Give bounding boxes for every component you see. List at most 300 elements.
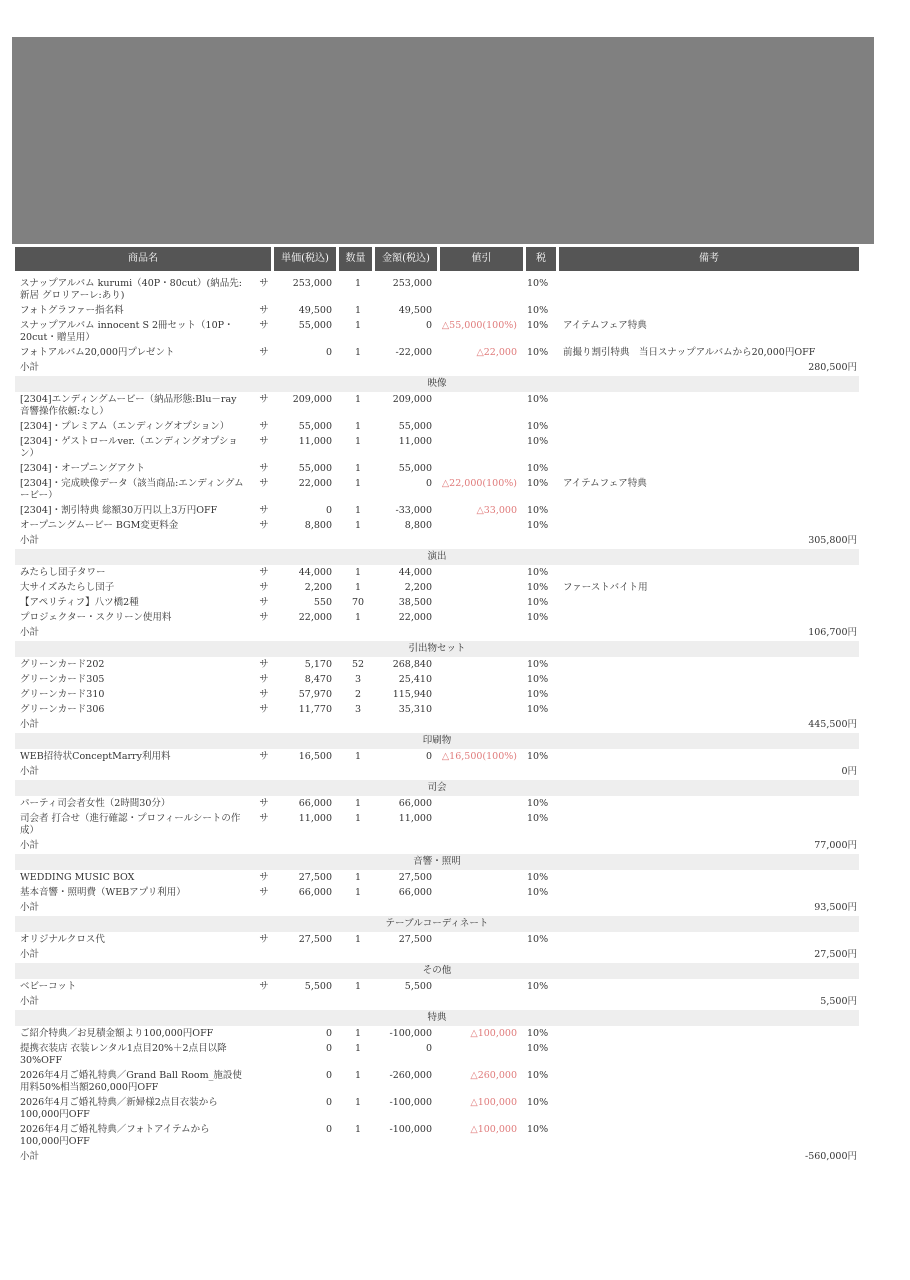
subtotal-row [15, 625, 859, 641]
tax-rate: 10% [527, 421, 549, 432]
remarks [563, 612, 859, 624]
remarks [563, 751, 859, 763]
section-heading: その他 [15, 963, 859, 979]
tax-rate: 10% [527, 612, 549, 623]
discount: △100,000 [470, 1028, 517, 1039]
item-name: [2304]・オープニングアクト [20, 463, 146, 474]
quantity: 1 [354, 582, 362, 593]
item-name: オリジナルクロス代 [20, 934, 105, 945]
table-row [15, 885, 859, 900]
remarks [563, 436, 859, 460]
subtotal-value: 280,500円 [808, 362, 857, 373]
amount: 268,840 [392, 659, 432, 670]
table-row [15, 687, 859, 702]
service-mark [251, 1124, 281, 1148]
item-name: 2026年4月ご婚礼特典／フォトアイテムから100,000円OFF [20, 1124, 210, 1147]
quantity: 52 [351, 659, 365, 670]
header-quantity: 数量 [339, 247, 372, 271]
subtotal-row [15, 717, 859, 733]
subtotal-label: 小計 [20, 840, 40, 851]
subtotal-value: 305,800円 [808, 535, 857, 546]
amount: 44,000 [398, 567, 432, 578]
discount [438, 704, 523, 716]
table-row [15, 392, 859, 419]
section-heading: 映像 [15, 376, 859, 392]
amount: 0 [425, 1043, 432, 1054]
header-discount: 値引 [440, 247, 523, 271]
item-name: オープニングムービー BGM変更料金 [20, 520, 179, 531]
section-heading: 演出 [15, 549, 859, 565]
quantity: 1 [354, 1097, 362, 1108]
amount: 253,000 [392, 278, 432, 289]
tax-rate: 10% [527, 1043, 549, 1054]
tax-rate: 10% [527, 394, 549, 405]
remarks [563, 689, 859, 701]
amount: 27,500 [398, 872, 432, 883]
discount: △260,000 [470, 1070, 517, 1081]
header-amount: 金額(税込) [375, 247, 437, 271]
discount [438, 872, 523, 884]
discount [438, 394, 523, 418]
service-mark [251, 1043, 281, 1067]
subtotal-row [15, 764, 859, 780]
unit-price: 550 [313, 597, 332, 608]
item-name: [2304]・割引特典 総額30万円以上3万円OFF [20, 505, 218, 516]
table-row [15, 461, 859, 476]
item-name: スナップアルバム innocent S 2冊セット（10P・20cut・贈呈用） [20, 320, 234, 343]
unit-price: 5,170 [304, 659, 332, 670]
unit-price: 8,470 [304, 674, 332, 685]
amount: -260,000 [389, 1070, 432, 1081]
item-name: グリーンカード305 [20, 674, 105, 685]
service-mark: サ [259, 934, 269, 945]
amount: 22,000 [398, 612, 432, 623]
table-row [15, 476, 859, 503]
service-mark: サ [259, 887, 269, 898]
subtotal-label: 小計 [20, 949, 40, 960]
service-mark [251, 1097, 281, 1121]
remarks [563, 981, 859, 993]
table-row [15, 1095, 859, 1122]
remarks [563, 1028, 859, 1040]
subtotal-row [15, 838, 859, 854]
item-name: [2304]・完成映像データ（該当商品:エンディングムービー） [20, 478, 244, 501]
discount [438, 463, 523, 475]
remarks: 前撮り割引特典 当日スナップアルバムから20,000円OFF [563, 347, 816, 358]
table-row [15, 518, 859, 533]
service-mark: サ [259, 520, 269, 531]
table-row [15, 303, 859, 318]
unit-price: 27,500 [298, 872, 332, 883]
quantity: 1 [354, 1043, 362, 1054]
remarks [563, 872, 859, 884]
subtotal-value: 93,500円 [814, 902, 857, 913]
unit-price: 49,500 [298, 305, 332, 316]
service-mark: サ [259, 278, 269, 289]
item-name: [2304]エンディングムービー（納品形態:Blu－ray 音響操作依頼:なし） [20, 394, 237, 417]
quantity: 1 [354, 305, 362, 316]
discount [438, 278, 523, 302]
subtotal-label: 小計 [20, 766, 40, 777]
discount [438, 689, 523, 701]
unit-price: 5,500 [304, 981, 332, 992]
remarks [563, 567, 859, 579]
item-name: グリーンカード306 [20, 704, 105, 715]
table-row [15, 811, 859, 838]
discount [438, 567, 523, 579]
item-name: 大サイズみたらし団子 [20, 582, 115, 593]
service-mark: サ [259, 421, 269, 432]
item-name: みたらし団子タワー [20, 567, 106, 578]
table-body [15, 276, 859, 1165]
remarks: ファーストバイト用 [563, 582, 648, 593]
service-mark: サ [259, 597, 269, 608]
subtotal-value: -560,000円 [805, 1151, 857, 1162]
discount: △22,000(100%) [441, 478, 517, 489]
remarks [563, 704, 859, 716]
unit-price: 11,770 [298, 704, 332, 715]
subtotal-row [15, 947, 859, 963]
service-mark: サ [259, 751, 269, 762]
service-mark: サ [259, 612, 269, 623]
service-mark: サ [259, 478, 269, 489]
subtotal-value: 0円 [841, 766, 857, 777]
quantity: 1 [354, 394, 362, 405]
unit-price: 22,000 [298, 612, 332, 623]
table-header [15, 247, 859, 271]
unit-price: 0 [325, 1043, 332, 1054]
tax-rate: 10% [527, 567, 549, 578]
quantity: 1 [354, 347, 362, 358]
amount: 8,800 [404, 520, 432, 531]
item-name: ご紹介特典／お見積金額より100,000円OFF [20, 1028, 214, 1039]
estimate-table [15, 247, 859, 1165]
unit-price: 0 [325, 1070, 332, 1081]
item-name: パーティ司会者女性（2時間30分） [20, 798, 171, 809]
unit-price: 66,000 [298, 887, 332, 898]
remarks [563, 674, 859, 686]
item-name: スナップアルバム kurumi（40P・80cut）(納品先:新居 グロリアーレ:あり) [20, 278, 242, 301]
unit-price: 253,000 [292, 278, 332, 289]
tax-rate: 10% [527, 320, 549, 331]
tax-rate: 10% [527, 798, 549, 809]
remarks [563, 934, 859, 946]
unit-price: 55,000 [298, 320, 332, 331]
discount [438, 659, 523, 671]
service-mark: サ [259, 567, 269, 578]
tax-rate: 10% [527, 478, 549, 489]
service-mark [251, 1028, 281, 1040]
tax-rate: 10% [527, 689, 549, 700]
service-mark: サ [259, 463, 269, 474]
quantity: 1 [354, 567, 362, 578]
tax-rate: 10% [527, 463, 549, 474]
quantity: 1 [354, 278, 362, 289]
amount: 0 [425, 320, 432, 331]
discount: △100,000 [470, 1097, 517, 1108]
subtotal-label: 小計 [20, 1151, 40, 1162]
subtotal-row [15, 900, 859, 916]
table-row [15, 979, 859, 994]
unit-price: 0 [325, 1124, 332, 1135]
remarks [563, 520, 859, 532]
tax-rate: 10% [527, 1097, 549, 1108]
header-tax: 税 [526, 247, 556, 271]
remarks [563, 1043, 859, 1067]
quantity: 1 [354, 1028, 362, 1039]
discount [438, 1043, 523, 1067]
amount: -100,000 [389, 1097, 432, 1108]
remarks [563, 305, 859, 317]
item-name: フォトグラファー指名料 [20, 305, 124, 316]
discount: △22,000 [476, 347, 517, 358]
unit-price: 0 [325, 1028, 332, 1039]
table-row [15, 1026, 859, 1041]
item-name: ベビーコット [20, 981, 77, 992]
table-row [15, 434, 859, 461]
unit-price: 22,000 [298, 478, 332, 489]
item-name: 2026年4月ご婚礼特典／新婦様2点目衣装から100,000円OFF [20, 1097, 218, 1120]
unit-price: 55,000 [298, 421, 332, 432]
service-mark: サ [259, 320, 269, 331]
subtotal-value: 5,500円 [820, 996, 857, 1007]
quantity: 1 [354, 421, 362, 432]
discount [438, 887, 523, 899]
table-row [15, 870, 859, 885]
item-name: 基本音響・照明費（WEBアプリ利用） [20, 887, 186, 898]
discount: △55,000(100%) [441, 320, 517, 331]
remarks [563, 1070, 859, 1094]
discount [438, 813, 523, 837]
unit-price: 8,800 [304, 520, 332, 531]
amount: 55,000 [398, 463, 432, 474]
discount [438, 582, 523, 594]
subtotal-row [15, 360, 859, 376]
remarks [563, 798, 859, 810]
service-mark: サ [259, 704, 269, 715]
item-name: 提携衣装店 衣装レンタル1点目20%＋2点目以降30%OFF [20, 1043, 227, 1066]
amount: 209,000 [392, 394, 432, 405]
item-name: 2026年4月ご婚礼特典／Grand Ball Room_施設使用料50%相当額260,000円OFF [20, 1070, 242, 1093]
remarks [563, 505, 859, 517]
amount: 66,000 [398, 887, 432, 898]
quantity: 1 [354, 934, 362, 945]
discount [438, 436, 523, 460]
tax-rate: 10% [527, 505, 549, 516]
table-row [15, 276, 859, 303]
quantity: 1 [354, 751, 362, 762]
item-name: グリーンカード310 [20, 689, 105, 700]
subtotal-label: 小計 [20, 719, 40, 730]
quantity: 1 [354, 612, 362, 623]
image-placeholder [12, 37, 874, 244]
item-name: [2304]・ゲストロールver.（エンディングオプション） [20, 436, 238, 459]
subtotal-value: 77,000円 [814, 840, 857, 851]
discount: △16,500(100%) [441, 751, 517, 762]
tax-rate: 10% [527, 1070, 549, 1081]
discount [438, 421, 523, 433]
service-mark: サ [259, 798, 269, 809]
unit-price: 66,000 [298, 798, 332, 809]
table-row [15, 796, 859, 811]
item-name: グリーンカード202 [20, 659, 105, 670]
unit-price: 55,000 [298, 463, 332, 474]
amount: 27,500 [398, 934, 432, 945]
discount: △100,000 [470, 1124, 517, 1135]
service-mark: サ [259, 872, 269, 883]
quantity: 1 [354, 813, 362, 824]
subtotal-label: 小計 [20, 902, 40, 913]
amount: -22,000 [395, 347, 432, 358]
service-mark: サ [259, 347, 269, 358]
table-row [15, 932, 859, 947]
tax-rate: 10% [527, 813, 549, 824]
section-heading: 音響・照明 [15, 854, 859, 870]
quantity: 3 [354, 704, 362, 715]
table-row [15, 580, 859, 595]
quantity: 2 [354, 689, 362, 700]
amount: -100,000 [389, 1124, 432, 1135]
subtotal-label: 小計 [20, 362, 40, 373]
quantity: 1 [354, 872, 362, 883]
remarks [563, 597, 859, 609]
tax-rate: 10% [527, 597, 549, 608]
quantity: 1 [354, 478, 362, 489]
amount: 5,500 [404, 981, 432, 992]
item-name: フォトアルバム20,000円プレゼント [20, 347, 175, 358]
header-unit-price: 単価(税込) [274, 247, 336, 271]
amount: 35,310 [398, 704, 432, 715]
table-row [15, 503, 859, 518]
discount [438, 934, 523, 946]
tax-rate: 10% [527, 520, 549, 531]
service-mark: サ [259, 582, 269, 593]
quantity: 1 [354, 798, 362, 809]
item-name: 【アペリティフ】八ツ橋2種 [20, 597, 139, 608]
amount: 55,000 [398, 421, 432, 432]
remarks [563, 421, 859, 433]
section-heading: 引出物セット [15, 641, 859, 657]
subtotal-row [15, 994, 859, 1010]
header-item-name: 商品名 [15, 247, 271, 271]
unit-price: 0 [325, 505, 332, 516]
section-heading: 司会 [15, 780, 859, 796]
tax-rate: 10% [527, 582, 549, 593]
table-row [15, 1122, 859, 1149]
amount: 66,000 [398, 798, 432, 809]
subtotal-value: 445,500円 [808, 719, 857, 730]
quantity: 1 [354, 520, 362, 531]
service-mark: サ [259, 394, 269, 405]
quantity: 1 [354, 320, 362, 331]
unit-price: 44,000 [298, 567, 332, 578]
header-remarks: 備考 [559, 247, 859, 271]
discount [438, 612, 523, 624]
section-heading: 特典 [15, 1010, 859, 1026]
tax-rate: 10% [527, 887, 549, 898]
discount [438, 981, 523, 993]
remarks [563, 1097, 859, 1121]
tax-rate: 10% [527, 872, 549, 883]
unit-price: 16,500 [298, 751, 332, 762]
unit-price: 11,000 [298, 813, 332, 824]
tax-rate: 10% [527, 436, 549, 447]
tax-rate: 10% [527, 751, 549, 762]
tax-rate: 10% [527, 934, 549, 945]
discount [438, 798, 523, 810]
subtotal-label: 小計 [20, 996, 40, 1007]
unit-price: 0 [325, 347, 332, 358]
service-mark: サ [259, 689, 269, 700]
item-name: [2304]・プレミアム（エンディングオプション） [20, 421, 230, 432]
service-mark: サ [259, 813, 269, 824]
amount: 11,000 [398, 813, 432, 824]
service-mark: サ [259, 981, 269, 992]
tax-rate: 10% [527, 674, 549, 685]
service-mark: サ [259, 305, 269, 316]
service-mark: サ [259, 505, 269, 516]
subtotal-row [15, 1149, 859, 1165]
remarks: アイテムフェア特典 [563, 478, 647, 489]
table-row [15, 1068, 859, 1095]
subtotal-value: 27,500円 [814, 949, 857, 960]
tax-rate: 10% [527, 981, 549, 992]
tax-rate: 10% [527, 278, 549, 289]
remarks [563, 278, 859, 302]
unit-price: 2,200 [304, 582, 332, 593]
quantity: 1 [354, 1124, 362, 1135]
amount: 11,000 [398, 436, 432, 447]
table-row [15, 702, 859, 717]
discount [438, 597, 523, 609]
subtotal-label: 小計 [20, 627, 40, 638]
item-name: WEB招待状ConceptMarry利用料 [20, 751, 171, 762]
subtotal-label: 小計 [20, 535, 40, 546]
section-heading: テーブルコーディネート [15, 916, 859, 932]
amount: 25,410 [398, 674, 432, 685]
item-name: WEDDING MUSIC BOX [20, 872, 135, 883]
unit-price: 27,500 [298, 934, 332, 945]
tax-rate: 10% [527, 347, 549, 358]
amount: 115,940 [392, 689, 432, 700]
remarks [563, 394, 859, 418]
amount: 49,500 [398, 305, 432, 316]
tax-rate: 10% [527, 1028, 549, 1039]
table-row [15, 595, 859, 610]
item-name: 司会者 打合せ（進行確認・プロフィールシートの作成） [20, 813, 241, 836]
quantity: 3 [354, 674, 362, 685]
subtotal-row [15, 533, 859, 549]
table-row [15, 318, 859, 345]
quantity: 70 [351, 597, 365, 608]
table-row [15, 419, 859, 434]
discount: △33,000 [476, 505, 517, 516]
table-row [15, 345, 859, 360]
tax-rate: 10% [527, 305, 549, 316]
unit-price: 57,970 [298, 689, 332, 700]
section-heading: 印刷物 [15, 733, 859, 749]
amount: -100,000 [389, 1028, 432, 1039]
amount: 0 [425, 478, 432, 489]
remarks: アイテムフェア特典 [563, 320, 647, 331]
table-row [15, 1041, 859, 1068]
subtotal-value: 106,700円 [808, 627, 857, 638]
tax-rate: 10% [527, 659, 549, 670]
unit-price: 11,000 [298, 436, 332, 447]
amount: 0 [425, 751, 432, 762]
quantity: 1 [354, 505, 362, 516]
table-row [15, 657, 859, 672]
